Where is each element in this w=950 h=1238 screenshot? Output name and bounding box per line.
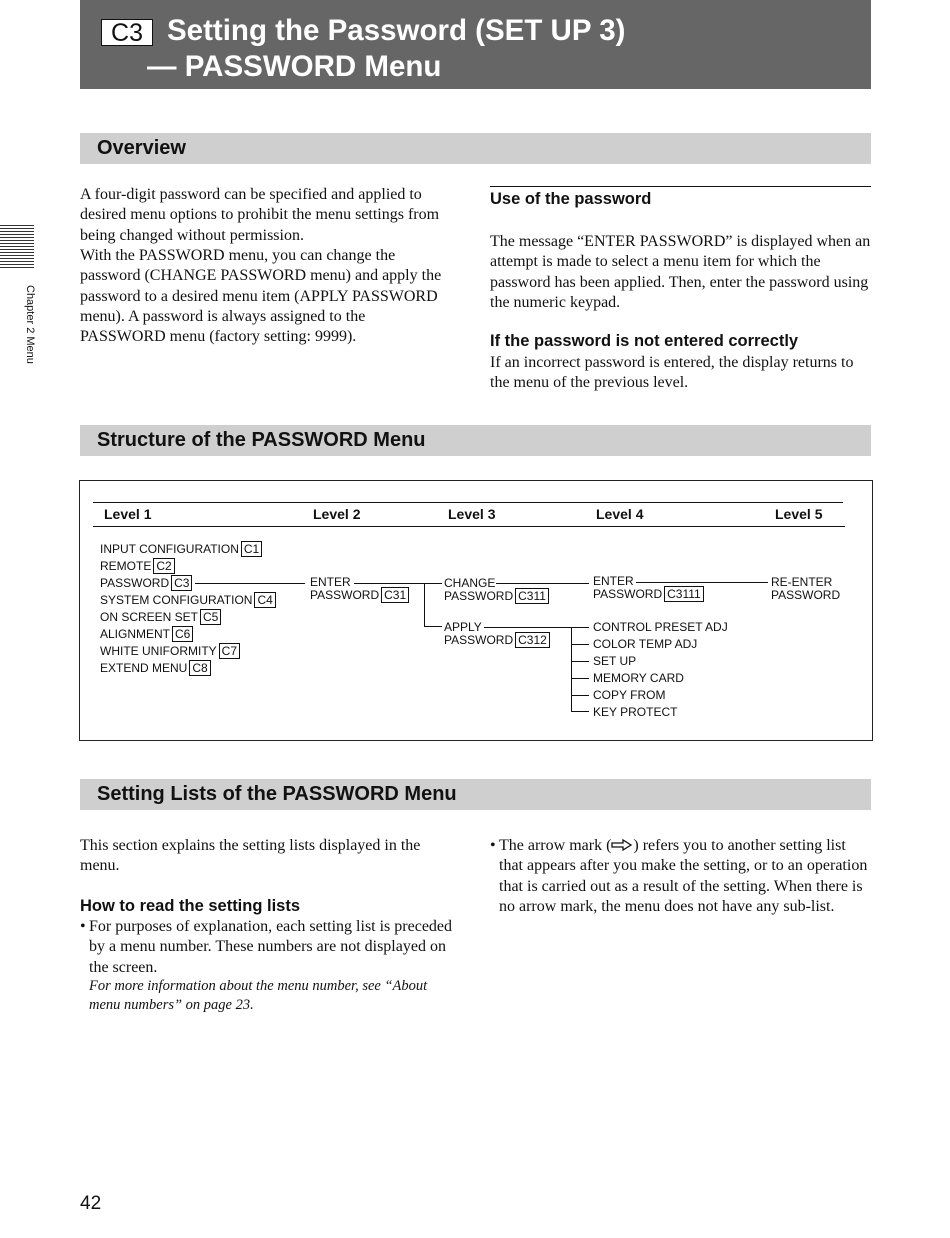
menu-code-box: C312 [515, 632, 550, 648]
menu-code-box: C3111 [664, 586, 704, 602]
level1-item: EXTEND MENU C8 [100, 662, 211, 675]
menu-code-box: C5 [200, 609, 221, 625]
menu-code-box: C7 [219, 643, 240, 659]
level3-change-password: CHANGE PASSWORD C311 [444, 577, 549, 603]
menu-number-note: For more information about the menu number, see “About menu numbers” on page 23. [89, 978, 428, 1013]
level-5-label: Level 5 [775, 506, 823, 522]
use-password-rule [490, 186, 871, 187]
connector-line [571, 695, 589, 696]
level1-item: WHITE UNIFORMITY C7 [100, 645, 240, 658]
page-number: 42 [80, 1193, 102, 1214]
menu-structure-diagram [79, 480, 873, 741]
level4-item: COLOR TEMP ADJ [593, 637, 698, 651]
level1-item: PASSWORD C3 [100, 577, 192, 590]
bullet-menu-number: • For purposes of explanation, each setting list is preceded by a menu number. These numbers are not displayed on the screen. [80, 918, 453, 976]
level4-item: MEMORY CARD [593, 671, 684, 685]
setting-lists-section-bar [80, 779, 871, 810]
page-title-line2: — PASSWORD Menu [147, 50, 442, 83]
level-2-label: Level 2 [313, 506, 361, 522]
level-header-bottom-rule [93, 526, 845, 527]
level4-enter-password: ENTER PASSWORD C3111 [593, 575, 704, 601]
menu-code-box: C1 [241, 541, 262, 557]
menu-code-box: C4 [254, 592, 275, 608]
connector-line [424, 583, 425, 626]
menu-code-box: C2 [153, 558, 174, 574]
level4-item: SET UP [593, 654, 637, 668]
bullet-dot: • [490, 837, 496, 854]
connector-line [496, 583, 589, 584]
arrow-mark-icon [611, 839, 633, 851]
level4-item: CONTROL PRESET ADJ [593, 620, 728, 634]
structure-section-bar [80, 425, 871, 456]
overview-section-bar [80, 133, 871, 164]
overview-paragraph-2: With the PASSWORD menu, you can change the password (CHANGE PASSWORD menu) and apply the password to a desired menu item (APPLY PASSWORD menu). A password is always assigned to the PASSWORD menu (factory setting: 9999). [80, 247, 442, 346]
level1-item: REMOTE C2 [100, 560, 175, 573]
menu-code-box: C8 [189, 660, 210, 676]
level4-item: COPY FROM [593, 688, 666, 702]
chapter-side-tab [0, 225, 34, 270]
level2-enter-password: ENTER PASSWORD C31 [310, 576, 409, 602]
menu-code-box: C311 [515, 588, 549, 604]
use-password-heading: Use of the password [490, 190, 652, 208]
connector-line [484, 627, 589, 628]
incorrect-password-heading: If the password is not entered correctly [490, 332, 799, 350]
connector-line [354, 583, 442, 584]
overview-heading: Overview [97, 137, 186, 159]
connector-line [571, 678, 589, 679]
level-4-label: Level 4 [596, 506, 644, 522]
level1-item: INPUT CONFIGURATION C1 [100, 543, 262, 556]
incorrect-password-text: If an incorrect password is entered, the display returns to the menu of the previous level. [490, 354, 854, 392]
menu-code-badge: C3 [101, 19, 153, 46]
how-to-read-heading: How to read the setting lists [80, 897, 301, 915]
level1-item: SYSTEM CONFIGURATION C4 [100, 594, 276, 607]
level1-item: ALIGNMENT C6 [100, 628, 193, 641]
level-1-label: Level 1 [104, 506, 152, 522]
connector-line [195, 583, 305, 584]
setting-lists-intro: This section explains the setting lists displayed in the menu. [80, 837, 421, 875]
setting-lists-heading: Setting Lists of the PASSWORD Menu [97, 783, 457, 805]
menu-code-box: C6 [172, 626, 193, 642]
connector-line [571, 644, 589, 645]
page-title-bar [80, 0, 871, 89]
level5-reenter-password: RE-ENTER PASSWORD [771, 575, 841, 602]
level1-item: ON SCREEN SET C5 [100, 611, 221, 624]
connector-line [571, 627, 572, 711]
connector-line [571, 711, 589, 712]
use-password-text: The message “ENTER PASSWORD” is displayed when an attempt is made to select a menu item for which the password has been applied. Then, enter the password using the numeric keypad. [490, 233, 871, 311]
level-header-top-rule [93, 502, 843, 503]
bullet-dot: • [80, 918, 86, 935]
level4-item: KEY PROTECT [593, 705, 678, 719]
bullet-arrow-mark: • The arrow mark ( ) refers you to another setting list that appears after you make the setting, or to an operation that is carried out as a result of the setting. When there is no arrow mark, the menu does not have any sub-list. [490, 837, 868, 915]
connector-line [571, 661, 589, 662]
menu-code-box: C31 [381, 587, 409, 603]
structure-heading: Structure of the PASSWORD Menu [97, 429, 426, 451]
connector-line [424, 626, 442, 627]
page-title-line1: Setting the Password (SET UP 3) [167, 14, 626, 47]
overview-paragraph-1: A four-digit password can be specified and applied to desired menu options to prohibit the menu settings from being changed without permission. [80, 186, 440, 244]
level-3-label: Level 3 [448, 506, 496, 522]
level3-apply-password: APPLY PASSWORD C312 [444, 621, 550, 647]
chapter-label: Chapter 2 Menu [24, 285, 36, 364]
connector-line [636, 582, 768, 583]
menu-code-box: C3 [171, 575, 192, 591]
